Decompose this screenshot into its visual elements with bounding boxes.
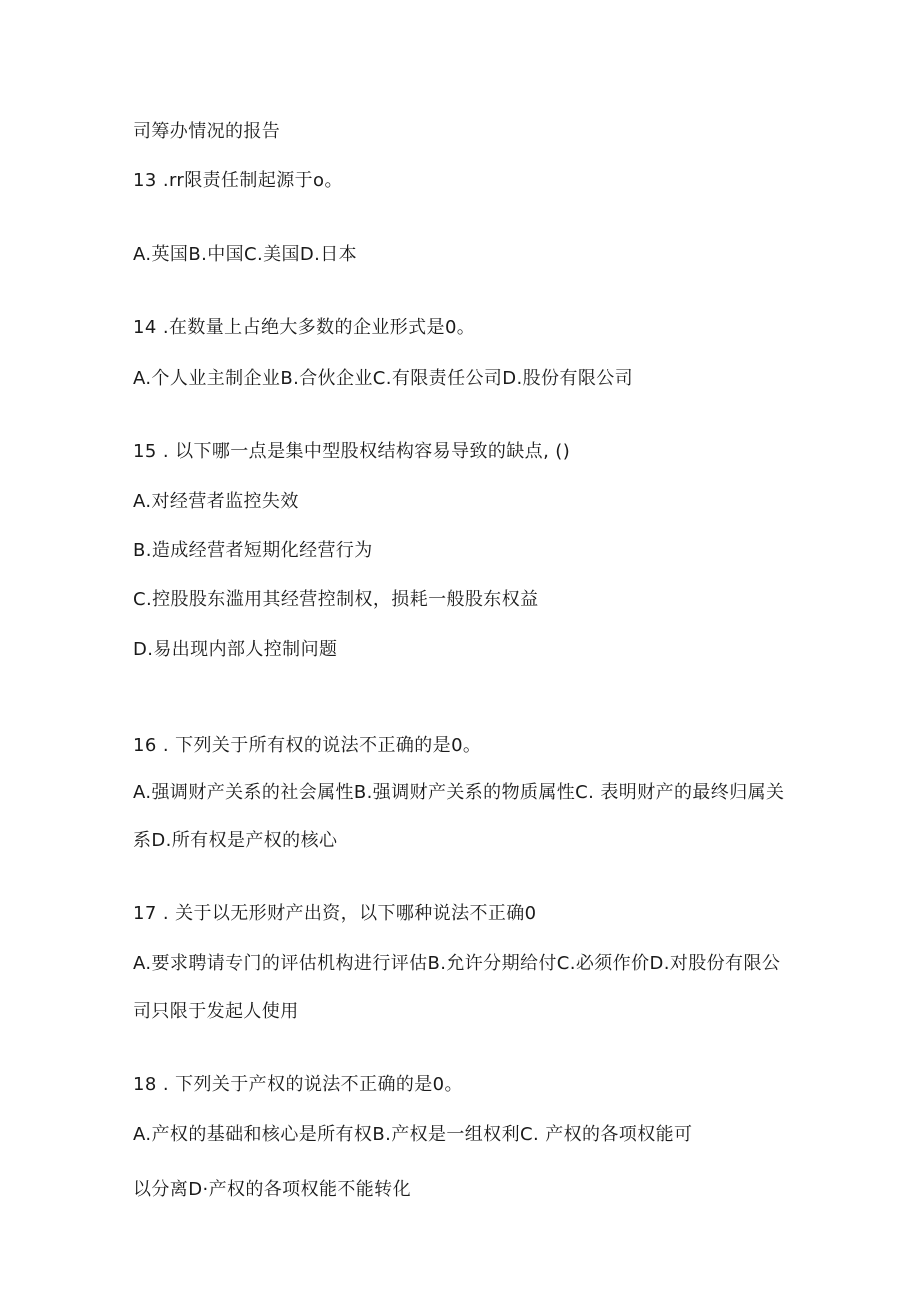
question-13: 13 .rr限责任制起源于o。 [133,170,343,191]
question-17-options-line1: A.要求聘请专门的评估机构进行评估B.允许分期给付C.必须作价D.对股份有限公 [133,953,781,974]
question-15: 15 . 以下哪一点是集中型股权结构容易导致的缺点, () [133,441,571,462]
question-15-option-d: D.易出现内部人控制问题 [133,639,338,660]
question-18-options-line2: 以分离D·产权的各项权能不能转化 [133,1179,411,1200]
question-18: 18 . 下列关于产权的说法不正确的是0。 [133,1074,463,1095]
question-15-option-b: B.造成经营者短期化经营行为 [133,540,373,561]
question-16-options-line2: 系D.所有权是产权的核心 [133,830,338,851]
question-15-option-c: C.控股股东滥用其经营控制权，损耗一般股东权益 [133,589,539,610]
question-17-options-line2: 司只限于发起人使用 [133,1001,299,1022]
question-15-option-a: A.对经营者监控失效 [133,491,299,512]
question-14-options: A.个人业主制企业B.合伙企业C.有限责任公司D.股份有限公司 [133,368,634,389]
question-16: 16 . 下列关于所有权的说法不正确的是0。 [133,735,482,756]
continuation-text-q12: 司筹办情况的报告 [133,121,281,142]
question-17: 17 . 关于以无形财产出资，以下哪种说法不正确0 [133,903,537,924]
question-18-options-line1: A.产权的基础和核心是所有权B.产权是一组权利C. 产权的各项权能可 [133,1124,693,1145]
question-14: 14 .在数量上占绝大多数的企业形式是0。 [133,317,476,338]
question-16-options-line1: A.强调财产关系的社会属性B.强调财产关系的物质属性C. 表明财产的最终归属关 [133,782,785,803]
question-13-options: A.英国B.中国C.美国D.日本 [133,244,358,265]
